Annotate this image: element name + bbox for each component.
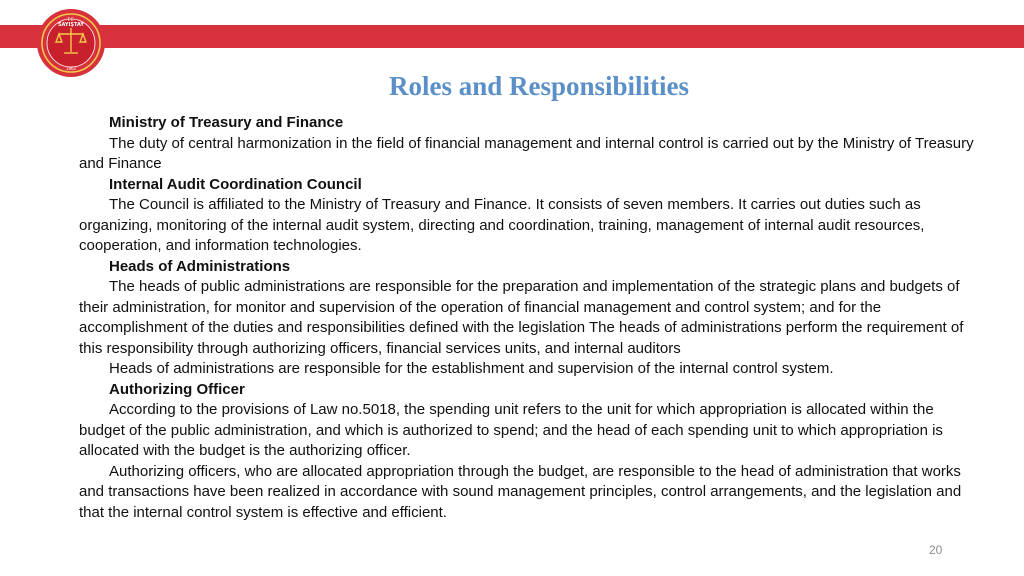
- body-text: [79, 113, 974, 523]
- section-paragraph: The Council is affiliated to the Ministry of Treasury and Finance. It consists of seven members. It carries out duties such as organizing, monitoring of the internal audit system, directing and coordination, training, management of internal audit resources, cooperation, and information technologies.: [79, 196, 925, 254]
- page-number: 20: [929, 543, 943, 557]
- logo-bottom-text: 1862: [65, 66, 77, 71]
- logo-main-text: SAYIŞTAY: [57, 22, 85, 28]
- section-heading-treasury: Ministry of Treasury and Finance: [109, 114, 344, 131]
- section-paragraph: The heads of public administrations are responsible for the preparation and implementation of the strategic plans and budgets of their administration, for monitor and supervision of the operation of financial management and control system; and for the accomplishment of the duties and responsibilities defined with the legislation The heads of administrations perform the requirement of this responsibility through authorizing officers, financial services units, and internal auditors: [79, 278, 964, 357]
- section-paragraph: Heads of administrations are responsible for the establishment and supervision of the internal control system.: [109, 360, 834, 377]
- section-heading-coordination-council: Internal Audit Coordination Council: [109, 175, 362, 193]
- section-paragraph: According to the provisions of Law no.5018, the spending unit refers to the unit for which appropriation is allocated within the budget of the public administration, and which is authorized to spend; and the head of each spending unit to which appropriation is allocated with the budget is the authorizing officer.: [79, 401, 943, 459]
- section-heading-authorizing-officer: Authorizing Officer: [109, 380, 245, 398]
- section-heading-heads-of-administrations: Heads of Administrations: [109, 257, 291, 275]
- section-paragraph: Authorizing officers, who are allocated appropriation through the budget, are responsible to the head of administration that works and transactions have been realized in accordance with sound management principles, control arrangements, and the legislation and that the internal control system is effective and efficient.: [79, 462, 962, 521]
- top-accent-band: [0, 25, 1024, 48]
- section-paragraph: The duty of central harmonization in the field of financial management and internal control is carried out by the Ministry of Treasury and Finance: [79, 134, 974, 172]
- logo-top-text: T.C.: [67, 17, 75, 22]
- slide-title: Roles and Responsibilities: [388, 71, 690, 101]
